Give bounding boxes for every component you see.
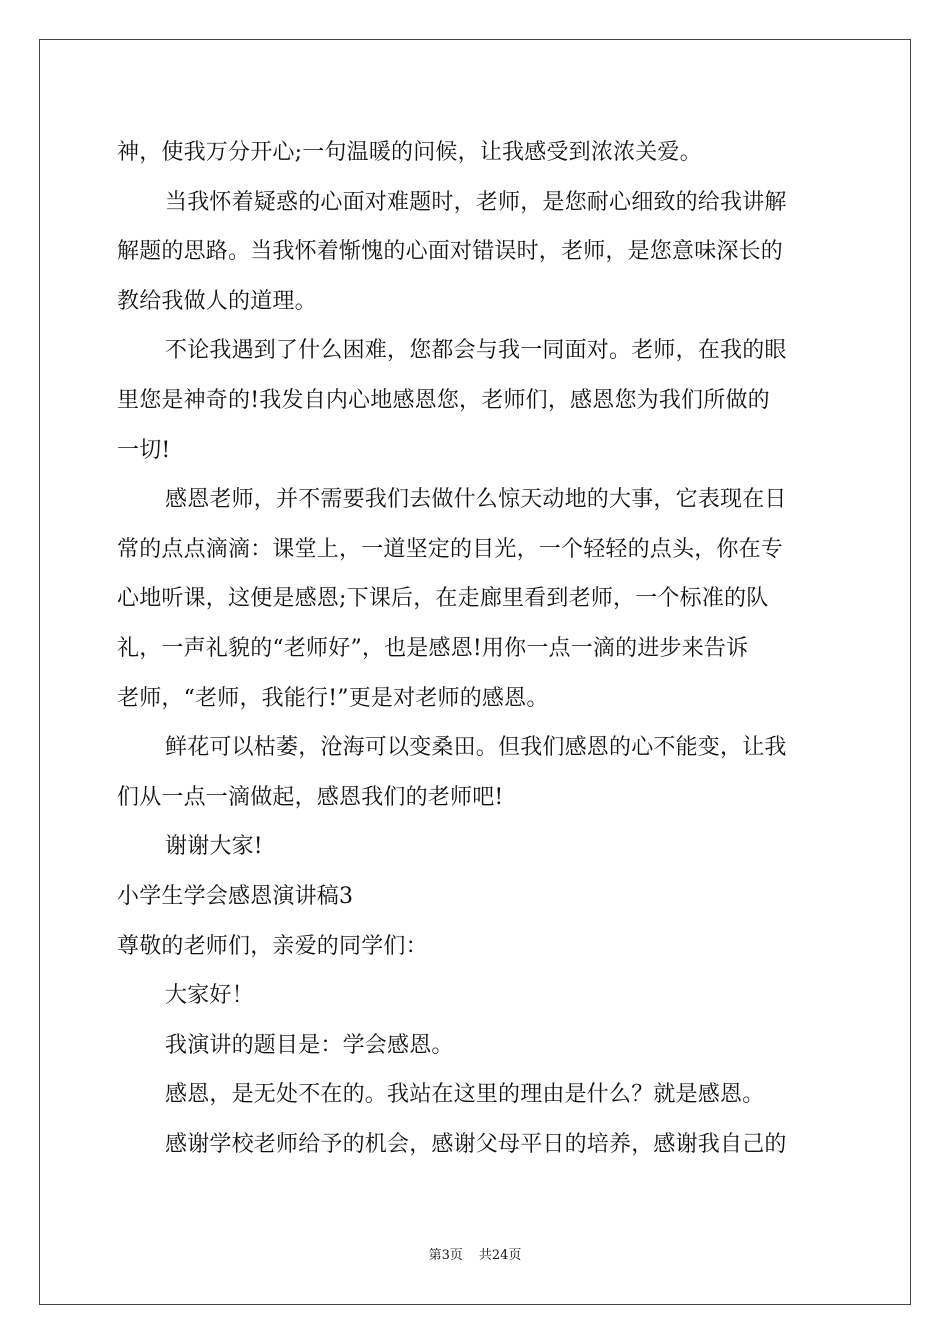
text-line: 们从一点一滴做起，感恩我们的老师吧! <box>117 784 504 810</box>
text-line: 感恩，是无处不在的。我站在这里的理由是什么？就是感恩。 <box>165 1082 765 1108</box>
text-line: 不论我遇到了什么困难，您都会与我一同面对。老师，在我的眼 <box>165 338 787 364</box>
text-line: 感谢学校老师给予的机会，感谢父母平日的培养，感谢我自己的 <box>165 1131 787 1157</box>
text-line: 鲜花可以枯萎，沧海可以变桑田。但我们感恩的心不能变，让我 <box>165 735 787 761</box>
text-line: 解题的思路。当我怀着惭愧的心面对错误时，老师，是您意味深长的 <box>117 239 784 265</box>
text-line: 感恩老师，并不需要我们去做什么惊天动地的大事，它表现在日 <box>165 487 787 513</box>
text-line: 我演讲的题目是：学会感恩。 <box>165 1032 454 1058</box>
text-line: 里您是神奇的!我发自内心地感恩您，老师们，感恩您为我们所做的 <box>117 387 770 413</box>
text-line: 大家好！ <box>165 983 254 1009</box>
page-footer <box>0 1246 950 1266</box>
text-line: 当我怀着疑惑的心面对难题时，老师，是您耐心细致的给我讲解 <box>165 189 787 215</box>
document-body <box>117 128 833 1169</box>
text-line: 礼，一声礼貌的“老师好”，也是感恩!用你一点一滴的进步来告诉 <box>117 635 749 661</box>
text-line: 小学生学会感恩演讲稿3 <box>117 883 354 909</box>
text-line: 神，使我万分开心;一句温暖的问候，让我感受到浓浓关爱。 <box>117 140 702 165</box>
text-line: 一切! <box>117 437 171 463</box>
text-line: 老师，“老师，我能行!”更是对老师的感恩。 <box>117 685 549 711</box>
text-line: 尊敬的老师们，亲爱的同学们： <box>117 933 428 959</box>
text-line: 心地听课，这便是感恩;下课后，在走廊里看到老师，一个标准的队 <box>117 586 769 612</box>
text-line: 谢谢大家! <box>165 834 263 860</box>
text-line: 教给我做人的道理。 <box>117 288 317 314</box>
page-total: 共24页 <box>478 1248 522 1263</box>
page-number: 第3页 <box>428 1248 463 1263</box>
text-line: 常的点点滴滴：课堂上，一道坚定的目光，一个轻轻的点头，你在专 <box>117 536 784 562</box>
